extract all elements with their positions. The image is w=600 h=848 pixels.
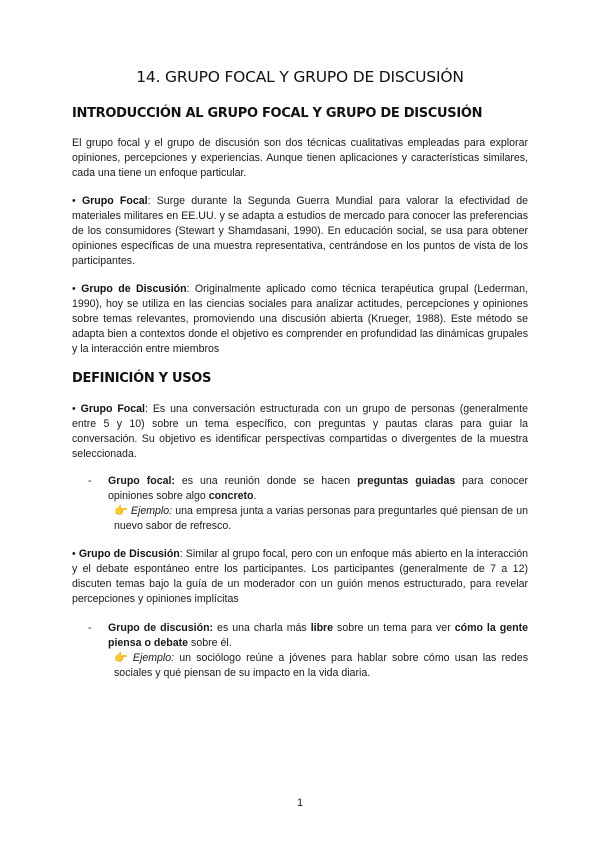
paragraph-text: : Originalmente aplicado como técnica terapéutica grupal (Lederman, 1990), hoy se utiliza en las ciencias sociales para analizar actitudes, percepciones y opiniones sobre temas relevantes, promoviendo una discusión abierta (Krueger, 1988). Este método se adapta bien a contextos donde el objetivo es comprender en profundidad las dinámicas grupales y la interacción entre miembros bbox=[72, 283, 529, 355]
subitem-text: sobre él. bbox=[188, 637, 232, 649]
intro-grupo-discusion-paragraph bbox=[72, 282, 528, 357]
dash-marker: - bbox=[88, 622, 92, 634]
paragraph-text: : Similar al grupo focal, pero con un enfoque más abierto en la interacción y el debate espontáneo entre los participantes. Los participantes (generalmente de 7 a 12) discuten temas bajo la guía de un moderador con un guión menos estructurado, para revelar percepciones y opiniones implícitas bbox=[72, 548, 528, 605]
def-grupo-focal-subitem bbox=[88, 474, 528, 534]
bullet: • bbox=[72, 548, 76, 560]
section-heading-intro: INTRODUCCIÓN AL GRUPO FOCAL Y GRUPO DE DISCUSIÓN bbox=[72, 106, 483, 121]
pointing-hand-icon: 👉 bbox=[114, 505, 128, 517]
pointing-hand-icon: 👉 bbox=[114, 652, 130, 664]
subitem-text: sobre un tema para ver bbox=[333, 622, 455, 634]
term-grupo-discusion: Grupo de Discusión bbox=[81, 283, 187, 295]
section-heading-definicion: DEFINICIÓN Y USOS bbox=[72, 371, 212, 386]
subitem-text: para conocer opiniones sobre algo bbox=[108, 475, 528, 502]
page-title: 14. GRUPO FOCAL Y GRUPO DE DISCUSIÓN bbox=[136, 68, 464, 86]
bullet: • bbox=[72, 403, 76, 415]
subitem-text: es una charla más bbox=[213, 622, 311, 634]
example-label: Ejemplo: bbox=[130, 505, 173, 517]
subitem-bold: cómo la gente piensa o debate bbox=[108, 622, 529, 649]
intro-grupo-focal-paragraph bbox=[72, 194, 528, 269]
paragraph-text: : Surge durante la Segunda Guerra Mundial para valorar la efectividad de materiales militares en EE.UU. y se adapta a estudios de mercado para conocer las preferencias de los consumidores (Stewart y Shamdasani, 1990). En educación social, se usa para obtener opiniones específicas de una muestra representativa, centrándose en los puntos de vista de los participantes. bbox=[72, 195, 528, 267]
subitem-term: Grupo de discusión: bbox=[108, 622, 214, 634]
term-grupo-discusion: Grupo de Discusión bbox=[78, 548, 180, 560]
example-label: Ejemplo: bbox=[132, 652, 175, 664]
term-grupo-focal: Grupo Focal bbox=[80, 403, 145, 415]
subitem-bold: libre bbox=[310, 622, 334, 634]
subitem-text: es una reunión donde se hacen bbox=[174, 475, 358, 487]
def-grupo-focal-paragraph bbox=[72, 402, 528, 462]
example-text: una empresa junta a varias personas para preguntarles qué piensan de un nuevo sabor de refresco. bbox=[114, 505, 528, 532]
def-grupo-discusion-subitem bbox=[88, 621, 528, 681]
subitem-bold: preguntas guiadas bbox=[357, 475, 456, 487]
subitem-text: . bbox=[253, 490, 257, 502]
example-line bbox=[114, 504, 528, 534]
paragraph-text: : Es una conversación estructurada con un grupo de personas (generalmente entre 5 y 10) sobre un tema específico, con preguntas y pautas claras para guiar la conversación. Su objetivo es identificar perspectivas compartidas o divergentes de la muestra seleccionada. bbox=[72, 403, 529, 460]
example-line bbox=[114, 651, 528, 681]
page-number: 1 bbox=[296, 797, 304, 809]
bullet: • bbox=[72, 283, 76, 295]
dash-marker: - bbox=[88, 475, 92, 487]
bullet: • bbox=[72, 195, 76, 207]
term-grupo-focal: Grupo Focal bbox=[81, 195, 148, 207]
subitem-term: Grupo focal: bbox=[108, 475, 175, 487]
example-text: un sociólogo reúne a jóvenes para hablar sobre cómo usan las redes sociales y qué piensan de su impacto en la vida diaria. bbox=[114, 652, 528, 679]
intro-paragraph: El grupo focal y el grupo de discusión son dos técnicas cualitativas empleadas para explorar opiniones, percepciones y experiencias. Aunque tienen aplicaciones y características similares, cada una tiene un enfoque particular. bbox=[72, 137, 528, 179]
def-grupo-discusion-paragraph bbox=[72, 547, 528, 607]
subitem-bold: concreto bbox=[208, 490, 254, 502]
